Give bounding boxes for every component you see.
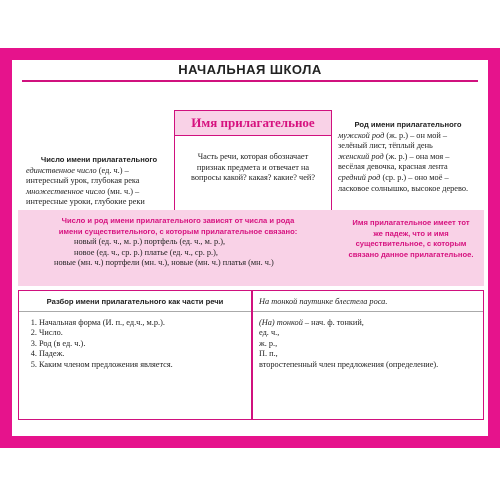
singular-rest: (ед. ч.) – [96, 165, 129, 175]
example-box [252, 290, 484, 420]
neuter-example: ласковое солнышко, высокое дерево. [338, 183, 469, 193]
analysis-item: 5. Каким членом предложения является. [39, 360, 245, 371]
analysis-divider [19, 311, 251, 312]
gender-heading: Род имени прилагательного [354, 120, 462, 129]
analysis-heading: Разбор имени прилагательного как части речи [46, 297, 224, 306]
plural-rest: (мн. ч.) – [105, 186, 140, 196]
feminine-example: весёлая девочка, красная лента [338, 162, 448, 172]
singular-example: интересный урок, глубокая река [26, 176, 140, 186]
singular-term: единственное число [26, 165, 97, 175]
masculine-example: зелёный лист, тёплый день [338, 141, 433, 151]
analysis-box [18, 290, 252, 420]
masculine-rest: (ж. р.) – он мой – [384, 130, 448, 140]
plural-example: интересные уроки, глубокие реки [26, 197, 145, 207]
example-word: (На) тонкой [259, 317, 303, 327]
analysis-item: 2. Число. [39, 328, 245, 339]
number-heading: Число имени прилагательного [40, 155, 158, 164]
definition-text: Часть речи, которая обозначает признак предмета и отвечает на вопросы какой? какая? какие? чей? [190, 152, 316, 183]
case-text: Имя прилагательное имеет тот же падеж, что и имя существительное, с которым связано данное прилагательное. [348, 218, 474, 259]
masculine-term: мужской род [338, 130, 385, 140]
example-gender: ж. р., [259, 338, 278, 348]
feminine-term: женский род [338, 151, 384, 161]
example-sentence: На тонкой паутинке блестела роса. [259, 297, 388, 306]
agreement-heading-1: Число и род имени прилагательного зависят от числа и рода [61, 216, 295, 225]
plural-term: множественное число [26, 186, 106, 196]
neuter-term: средний род [338, 172, 381, 182]
agreement-example-1: новый (ед. ч., м. р.) портфель (ед. ч., м. р.), [74, 237, 226, 247]
agreement-example-2: новое (ед. ч., ср. р.) платье (ед. ч., ср. р.), [74, 247, 218, 257]
agreement-example-3: новые (мн. ч.) портфели (мн. ч.), новые (мн. ч.) платья (мн. ч.) [54, 258, 274, 268]
title-underline [22, 80, 478, 82]
poster-frame [0, 48, 500, 448]
analysis-item: 1. Начальная форма (И. п., ед.ч., м.р.). [39, 318, 245, 329]
analysis-list [25, 318, 245, 371]
feminine-rest: (ж. р.) – она моя – [383, 151, 450, 161]
agreement-heading-2: имени существительного, с которым прилагательное связано: [58, 226, 298, 236]
example-word-rest: – нач. ф. тонкий, [302, 317, 364, 327]
analysis-item: 4. Падеж. [39, 349, 245, 360]
analysis-item: 3. Род (в ед. ч.). [39, 339, 245, 350]
neuter-rest: (ср. р.) – оно моё – [380, 172, 449, 182]
example-divider [253, 311, 483, 312]
example-case: П. п., [259, 349, 278, 359]
definition-heading: Имя прилагательное [175, 111, 331, 136]
agreement-box [18, 210, 338, 286]
case-box [338, 210, 484, 286]
poster-inner [12, 60, 488, 436]
page-title: НАЧАЛЬНАЯ ШКОЛА [178, 62, 322, 77]
example-number: ед. ч., [259, 328, 280, 338]
example-role: второстепенный член предложения (определение). [259, 359, 439, 369]
